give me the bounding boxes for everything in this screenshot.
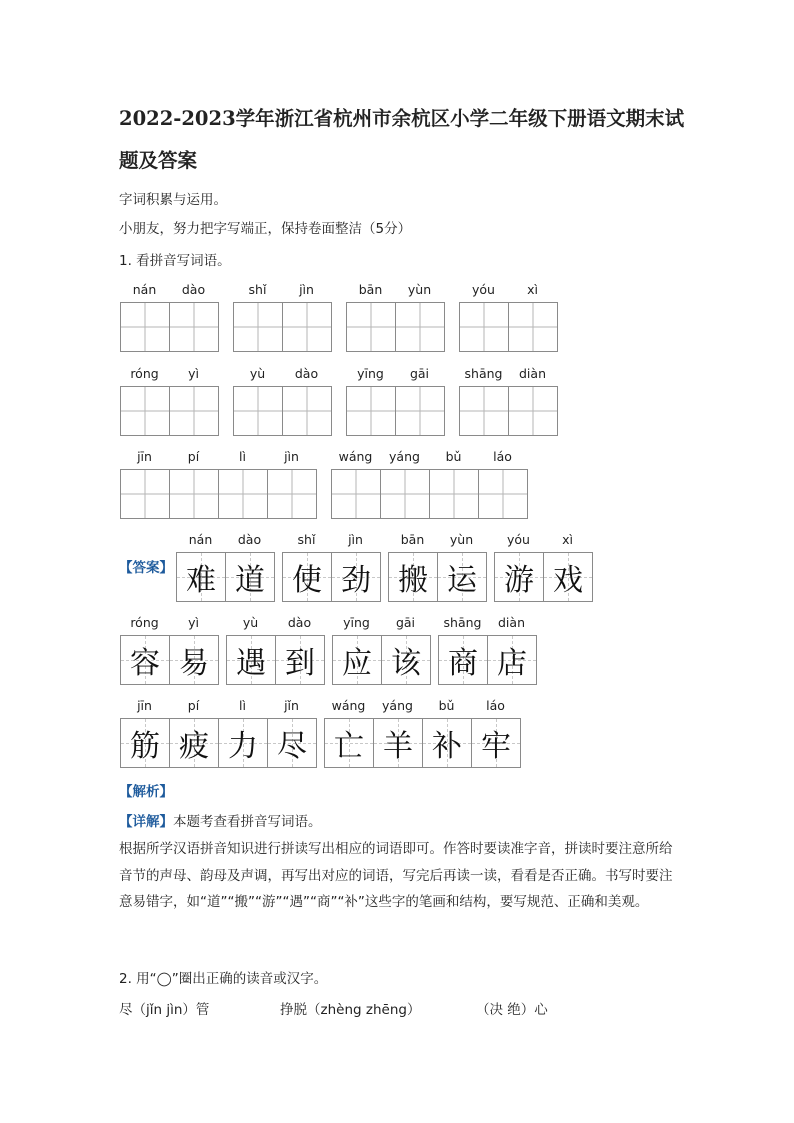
tianzige-grid — [120, 386, 219, 436]
pinyin-row — [346, 282, 445, 298]
pinyin-syllable: róng — [130, 615, 159, 630]
answer-cell — [121, 719, 170, 767]
pinyin-syllable: gāi — [409, 366, 430, 381]
pinyin-syllable: diàn — [519, 366, 546, 381]
answer-character: 商 — [448, 646, 478, 681]
pinyin-syllable: yáng — [389, 449, 420, 464]
writing-cell[interactable] — [170, 303, 219, 351]
q2-item-2: 挣脱（zhèng zhēng） — [280, 1002, 421, 1018]
tianzige-grid — [120, 302, 219, 352]
pinyin-syllable: yì — [188, 366, 199, 381]
pinyin-syllable: yù — [249, 366, 266, 381]
pinyin-syllable: jǐn — [284, 698, 299, 713]
pinyin-syllable: nán — [132, 282, 157, 297]
tianzige-grid — [388, 552, 487, 602]
blank-word-group — [120, 282, 219, 352]
pinyin-syllable: nán — [188, 532, 213, 547]
writing-cell[interactable] — [234, 303, 283, 351]
tianzige-grid — [459, 386, 558, 436]
answer-character: 搬 — [398, 563, 428, 598]
answer-cell — [276, 636, 325, 684]
pinyin-syllable: shǐ — [248, 282, 267, 297]
writing-cell[interactable] — [234, 387, 283, 435]
tianzige-grid — [226, 635, 325, 685]
answer-character: 疲 — [179, 729, 209, 764]
tianzige-grid — [233, 302, 332, 352]
pinyin-syllable: dào — [181, 282, 206, 297]
pinyin-syllable: yì — [188, 615, 199, 630]
explanation-paragraph: 根据所学汉语拼音知识进行拼读写出相应的词语即可。作答时要读准字音，拼读时要注意所给音节的声母、韵母及声调，再写出对应的词语，写完后再读一读，看看是否正确。书写时要注意易错字，如“道”“搬”“游”“遇”“商”“补”这些字的笔画和结构，要写规范、正确和美观。 — [119, 841, 673, 910]
writing-cell[interactable] — [479, 470, 528, 518]
pinyin-syllable: yóu — [472, 282, 495, 297]
pinyin-syllable: diàn — [498, 615, 525, 630]
pinyin-syllable: dào — [294, 366, 319, 381]
writing-cell[interactable] — [460, 387, 509, 435]
tianzige-grid — [120, 718, 317, 768]
tianzige-grid — [120, 635, 219, 685]
tianzige-grid — [332, 635, 431, 685]
pinyin-syllable: jìn — [348, 532, 363, 547]
question-2-label: 2. 用“◯”圈出正确的读音或汉字。 — [119, 971, 328, 987]
pinyin-syllable: láo — [486, 698, 505, 713]
pinyin-syllable: yáng — [382, 698, 413, 713]
pinyin-syllable: wáng — [338, 449, 373, 464]
pinyin-syllable: róng — [130, 366, 159, 381]
writing-cell[interactable] — [509, 303, 558, 351]
writing-cell[interactable] — [121, 470, 170, 518]
answer-character: 应 — [342, 646, 372, 681]
answer-character: 戏 — [553, 563, 583, 598]
blank-word-group — [346, 366, 445, 436]
answer-cell — [268, 719, 317, 767]
answer-word-group — [282, 532, 381, 602]
detail-tag: 【详解】 — [119, 814, 173, 830]
pinyin-row — [120, 615, 219, 631]
pinyin-syllable: lì — [239, 449, 246, 464]
answer-character: 容 — [130, 646, 160, 681]
blank-word-group — [120, 366, 219, 436]
tianzige-grid — [233, 386, 332, 436]
tianzige-grid — [176, 552, 275, 602]
blank-word-group — [233, 282, 332, 352]
blank-word-group — [120, 449, 317, 519]
answer-character: 运 — [447, 563, 477, 598]
pinyin-syllable: bān — [358, 282, 383, 297]
answer-cell — [170, 636, 219, 684]
blank-word-group — [459, 282, 558, 352]
blank-word-group — [346, 282, 445, 352]
writing-cell[interactable] — [396, 387, 445, 435]
pinyin-row — [346, 366, 445, 382]
writing-cell[interactable] — [268, 470, 317, 518]
answer-word-group — [120, 698, 317, 768]
question-1-label: 1. 看拼音写词语。 — [119, 253, 231, 269]
writing-cell[interactable] — [460, 303, 509, 351]
answer-character: 筋 — [130, 729, 160, 764]
pinyin-syllable: shāng — [443, 615, 482, 630]
tianzige-grid — [331, 469, 528, 519]
pinyin-row — [438, 615, 537, 631]
answer-cell — [423, 719, 472, 767]
pinyin-syllable: dào — [237, 532, 262, 547]
answer-character: 尽 — [277, 729, 307, 764]
pinyin-syllable: wáng — [331, 698, 366, 713]
answer-character: 力 — [228, 729, 258, 764]
writing-cell[interactable] — [396, 303, 445, 351]
answer-character: 使 — [292, 563, 322, 598]
answer-cell — [227, 636, 276, 684]
pinyin-row — [176, 532, 275, 548]
answer-cell — [283, 553, 332, 601]
answer-cell — [333, 636, 382, 684]
pinyin-syllable: yù — [242, 615, 259, 630]
answer-character: 牢 — [481, 729, 511, 764]
document-title: 2022-2023学年浙江省杭州市余杭区小学二年级下册语文期末试题及答案 — [119, 107, 685, 172]
answer-word-group — [176, 532, 275, 602]
answer-cell — [438, 553, 487, 601]
pinyin-row — [459, 366, 558, 382]
pinyin-syllable: yóu — [507, 532, 530, 547]
writing-cell[interactable] — [121, 303, 170, 351]
tianzige-grid — [438, 635, 537, 685]
answer-cell — [226, 553, 275, 601]
blank-word-group — [459, 366, 558, 436]
answer-cell — [177, 553, 226, 601]
pinyin-syllable: xì — [527, 282, 538, 297]
writing-cell[interactable] — [121, 387, 170, 435]
answer-cell — [121, 636, 170, 684]
pinyin-syllable: gāi — [395, 615, 416, 630]
pinyin-syllable: shāng — [464, 366, 503, 381]
pinyin-row — [226, 615, 325, 631]
tianzige-grid — [120, 469, 317, 519]
answer-tag: 【答案】 — [119, 560, 173, 576]
pinyin-row — [120, 282, 219, 298]
writing-cell[interactable] — [283, 387, 332, 435]
answer-character: 游 — [504, 563, 534, 598]
answer-word-group — [438, 615, 537, 685]
pinyin-row — [282, 532, 381, 548]
pinyin-syllable: shǐ — [297, 532, 316, 547]
pinyin-syllable: láo — [493, 449, 512, 464]
blank-word-group — [233, 366, 332, 436]
pinyin-syllable: yīng — [357, 366, 384, 381]
answer-cell — [472, 719, 521, 767]
pinyin-syllable: pí — [187, 698, 200, 713]
pinyin-row — [459, 282, 558, 298]
answer-character: 劲 — [341, 563, 371, 598]
writing-cell[interactable] — [381, 470, 430, 518]
answer-character: 易 — [179, 646, 209, 681]
answer-cell — [374, 719, 423, 767]
detail-text: 本题考查看拼音写词语。 — [173, 814, 322, 830]
writing-cell[interactable] — [170, 387, 219, 435]
pinyin-syllable: jìn — [299, 282, 314, 297]
blank-word-group — [331, 449, 528, 519]
pinyin-syllable: yùn — [407, 282, 432, 297]
answer-character: 难 — [186, 563, 216, 598]
writing-cell[interactable] — [219, 470, 268, 518]
writing-cell[interactable] — [347, 303, 396, 351]
answer-word-group — [120, 615, 219, 685]
instruction-text: 小朋友，努力把字写端正，保持卷面整洁（5分） — [119, 221, 412, 237]
section-heading: 字词积累与运用。 — [119, 192, 227, 208]
pinyin-row — [494, 532, 593, 548]
answer-word-group — [332, 615, 431, 685]
tianzige-grid — [346, 386, 445, 436]
answer-character: 到 — [285, 646, 315, 681]
detail-line — [119, 810, 322, 830]
answer-word-group — [494, 532, 593, 602]
answer-character: 遇 — [236, 646, 266, 681]
pinyin-row — [120, 698, 317, 714]
answer-character: 补 — [432, 729, 462, 764]
pinyin-row — [233, 282, 332, 298]
writing-cell[interactable] — [332, 470, 381, 518]
pinyin-row — [120, 449, 317, 465]
pinyin-row — [324, 698, 521, 714]
writing-cell[interactable] — [347, 387, 396, 435]
answer-word-group — [324, 698, 521, 768]
analysis-tag: 【解析】 — [119, 784, 173, 800]
answer-cell — [332, 553, 381, 601]
pinyin-syllable: dào — [287, 615, 312, 630]
answer-word-group — [388, 532, 487, 602]
pinyin-syllable: bān — [400, 532, 425, 547]
answer-word-group — [226, 615, 325, 685]
q2-item-3: （决 绝）心 — [476, 1002, 548, 1018]
answer-cell — [439, 636, 488, 684]
writing-cell[interactable] — [430, 470, 479, 518]
answer-character: 道 — [235, 563, 265, 598]
tianzige-grid — [494, 552, 593, 602]
answer-cell — [495, 553, 544, 601]
answer-cell — [389, 553, 438, 601]
writing-cell[interactable] — [283, 303, 332, 351]
pinyin-syllable: xì — [562, 532, 573, 547]
pinyin-syllable: bǔ — [445, 449, 462, 464]
pinyin-row — [331, 449, 528, 465]
answer-cell — [219, 719, 268, 767]
pinyin-syllable: jìn — [284, 449, 299, 464]
answer-cell — [325, 719, 374, 767]
answer-character: 店 — [497, 646, 527, 681]
tianzige-grid — [324, 718, 521, 768]
pinyin-row — [388, 532, 487, 548]
pinyin-syllable: jīn — [137, 449, 152, 464]
answer-character: 该 — [391, 646, 421, 681]
answer-cell — [382, 636, 431, 684]
pinyin-row — [332, 615, 431, 631]
pinyin-syllable: yīng — [343, 615, 370, 630]
pinyin-row — [233, 366, 332, 382]
tianzige-grid — [346, 302, 445, 352]
pinyin-syllable: bǔ — [438, 698, 455, 713]
pinyin-row — [120, 366, 219, 382]
answer-cell — [170, 719, 219, 767]
pinyin-syllable: lì — [239, 698, 246, 713]
answer-character: 羊 — [383, 729, 413, 764]
writing-cell[interactable] — [509, 387, 558, 435]
pinyin-syllable: pí — [187, 449, 200, 464]
q2-item-1: 尽（jǐn jìn）管 — [119, 1002, 210, 1018]
writing-cell[interactable] — [170, 470, 219, 518]
answer-cell — [544, 553, 593, 601]
tianzige-grid — [282, 552, 381, 602]
answer-character: 亡 — [334, 729, 364, 764]
tianzige-grid — [459, 302, 558, 352]
answer-cell — [488, 636, 537, 684]
pinyin-syllable: yùn — [449, 532, 474, 547]
pinyin-syllable: jīn — [137, 698, 152, 713]
